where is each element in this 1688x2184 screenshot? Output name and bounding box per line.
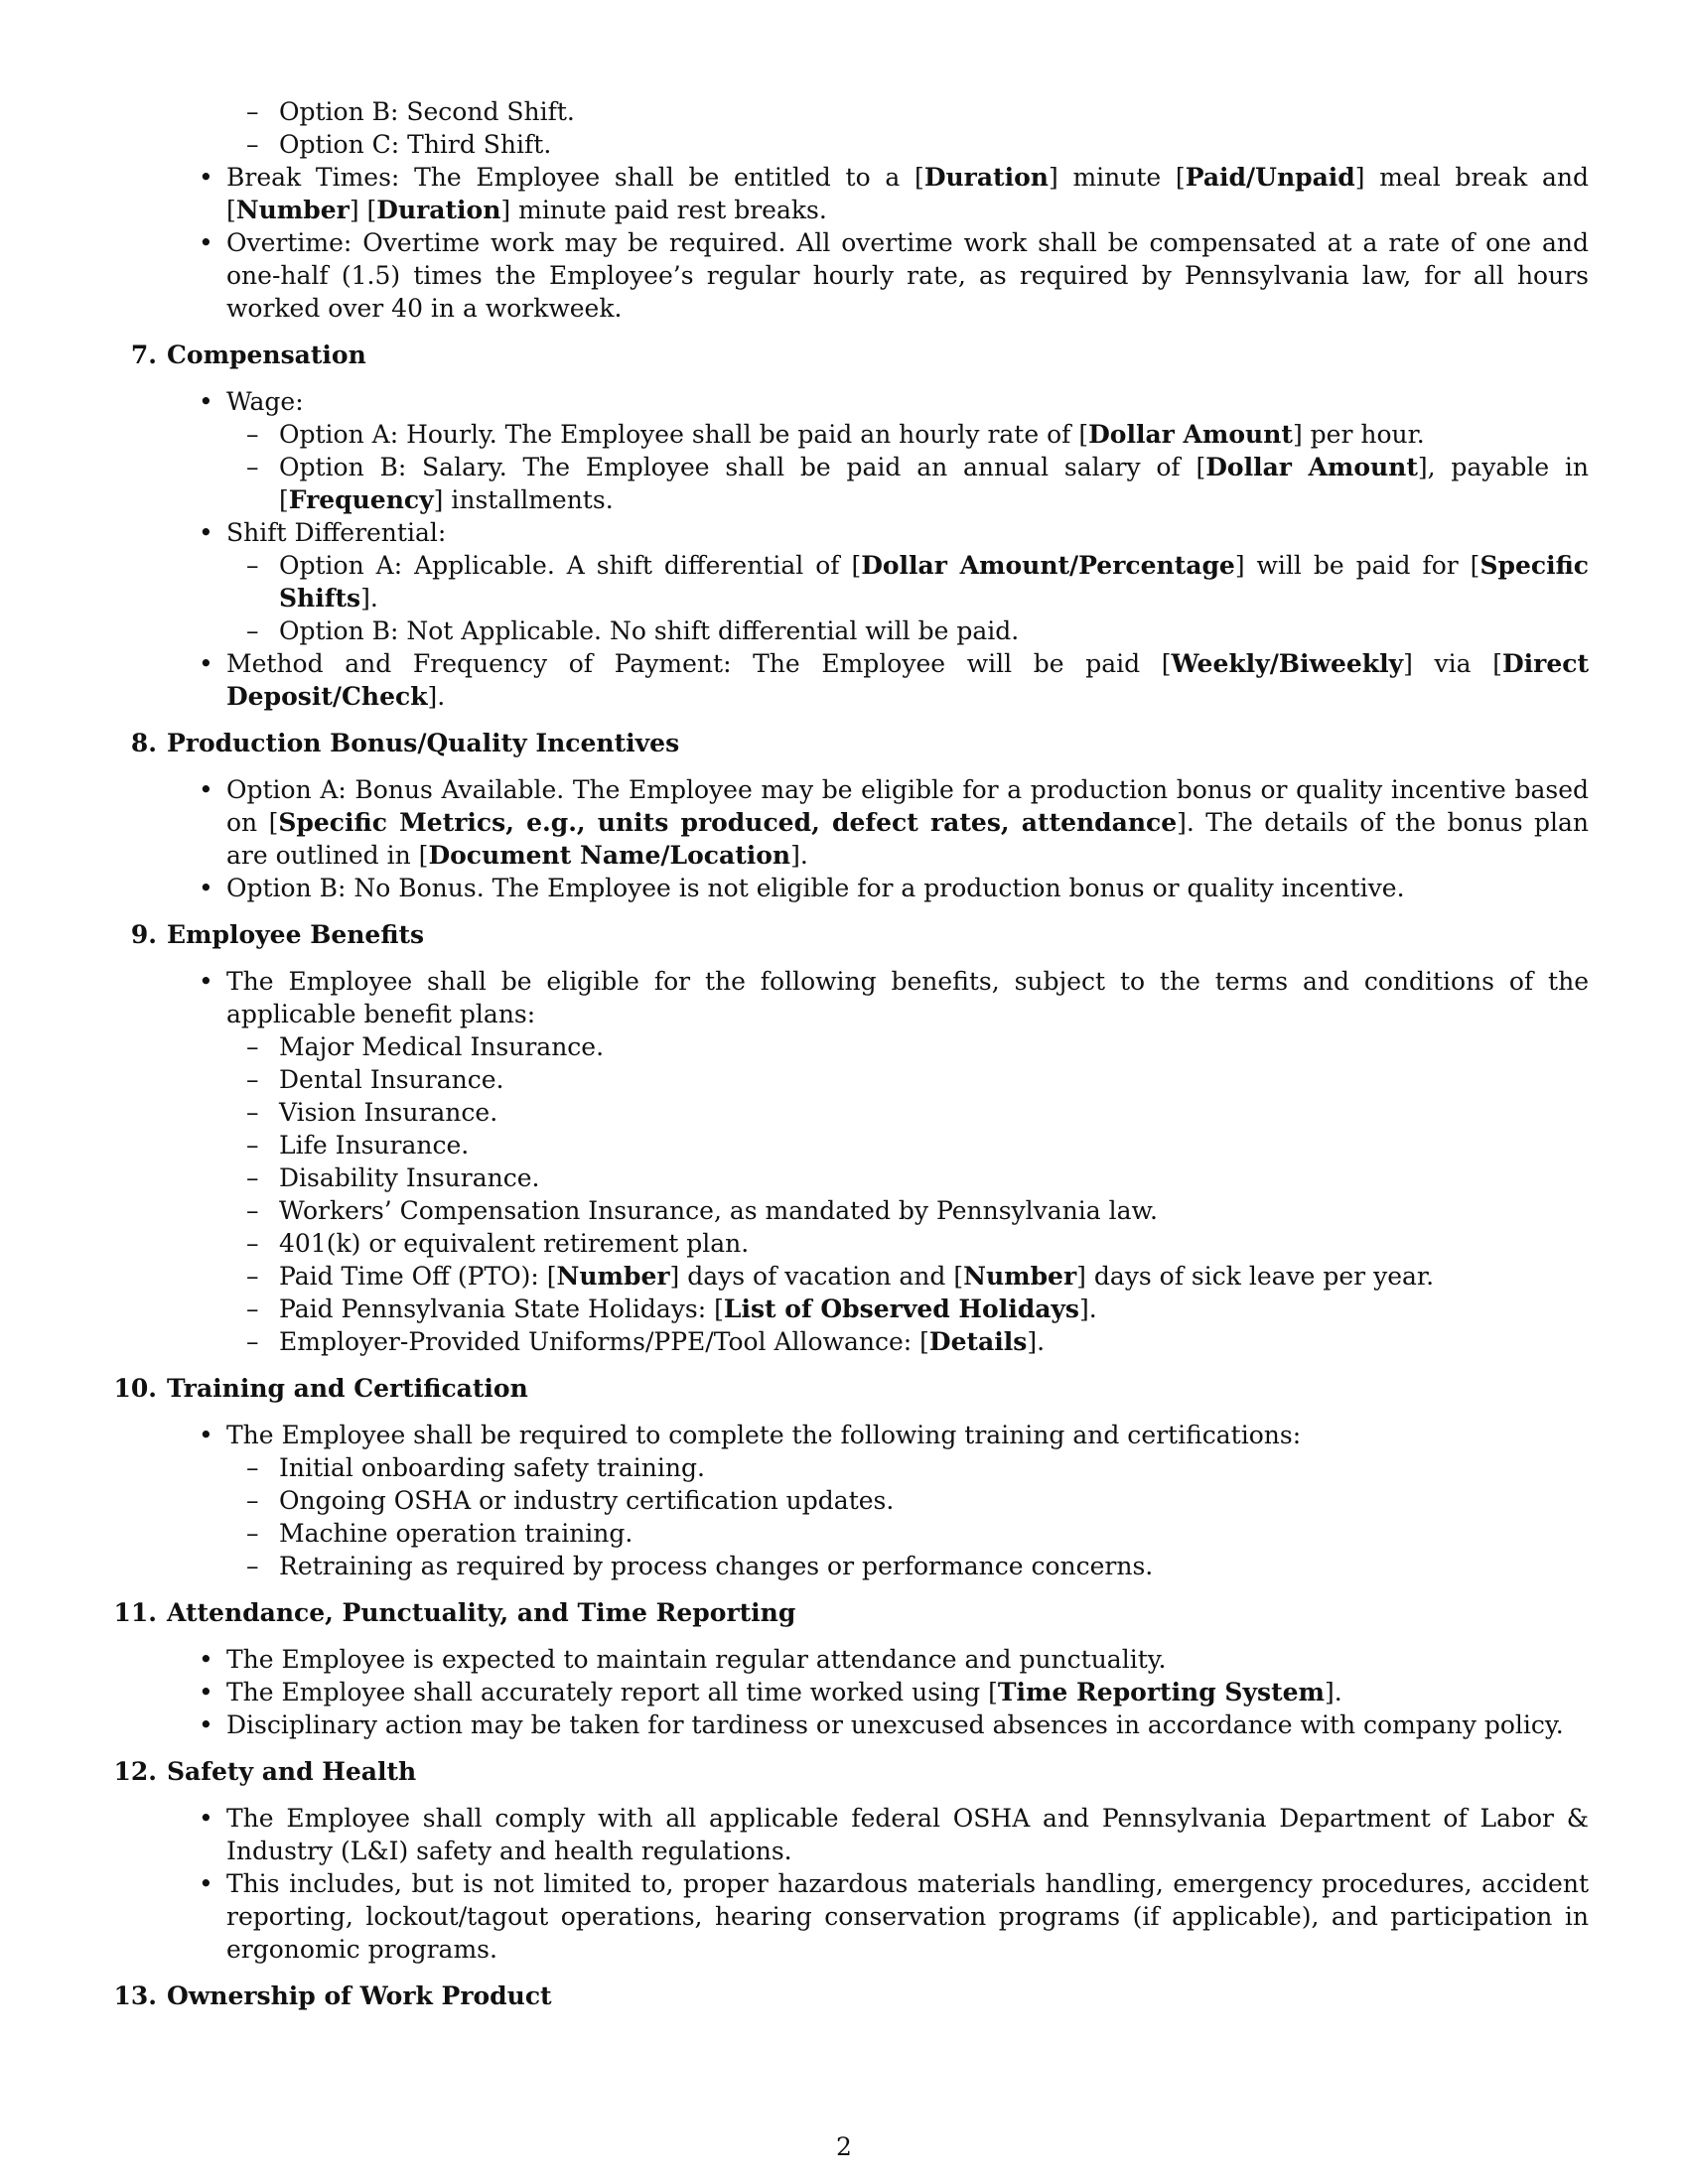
attendance-item — [0, 1643, 1688, 1676]
overtime-text: Overtime: Overtime work may be required. All overtime work shall be compensated at a rate of one and one-half (1.5) times the Employee’s regular hourly rate, as required by Pennsylvania law, for all hours worked over 40 in a workweek. — [226, 228, 1589, 323]
placeholder-field: Frequency — [288, 485, 434, 514]
benefit-item-holidays — [0, 1293, 1688, 1325]
placeholder-field: Paid/Unpaid — [1185, 163, 1355, 192]
benefits-intro-item — [0, 965, 1688, 1030]
section-number: 13. — [113, 1981, 157, 2010]
section-title: Compensation — [167, 341, 366, 369]
placeholder-field: Dollar Amount — [1205, 453, 1418, 481]
dash-marker: – — [246, 1519, 259, 1548]
text-run: ] per hour. — [1292, 420, 1425, 449]
benefit-text: Workers’ Compensation Insurance, as mandated by Pennsylvania law. — [279, 1196, 1158, 1225]
benefit-item — [0, 1129, 1688, 1161]
page-content — [0, 95, 1688, 2026]
placeholder-field: Details — [928, 1327, 1028, 1356]
benefit-text: Vision Insurance. — [279, 1098, 498, 1127]
bullet-marker: • — [199, 1804, 213, 1833]
benefit-text: Major Medical Insurance. — [279, 1032, 605, 1061]
benefit-text: Disability Insurance. — [279, 1163, 540, 1192]
text-run: ] via [ — [1403, 649, 1502, 678]
shift-option-b — [0, 95, 1688, 128]
section-heading-compensation — [0, 339, 1688, 371]
text-run: Method and Frequency of Payment: The Employee will be paid [ — [226, 649, 1172, 678]
dash-marker: – — [246, 1196, 259, 1225]
dash-marker: – — [246, 1032, 259, 1061]
placeholder-field: Specific Metrics, e.g., units produced, defect rates, attendance — [278, 808, 1178, 837]
section-number: 10. — [113, 1374, 157, 1403]
text-run: ]. — [790, 841, 808, 870]
wage-option-salary — [0, 451, 1688, 516]
shift-option-c-text: Option C: Third Shift. — [279, 130, 552, 159]
disciplinary-item — [0, 1708, 1688, 1741]
bullet-marker: • — [199, 649, 213, 678]
text-run: ]. — [360, 584, 378, 613]
placeholder-field: Duration — [923, 163, 1049, 192]
placeholder-field: Number — [235, 196, 350, 224]
bullet-marker: • — [199, 387, 213, 416]
benefit-item — [0, 1161, 1688, 1194]
bullet-marker: • — [199, 1678, 213, 1706]
training-item — [0, 1451, 1688, 1484]
bullet-marker: • — [199, 518, 213, 547]
benefit-item — [0, 1063, 1688, 1096]
text-run: The Employee shall accurately report all time worked using [ — [226, 1678, 998, 1706]
dash-marker: – — [246, 453, 259, 481]
bullet-marker: • — [199, 1645, 213, 1674]
text-run: ] days of vacation and [ — [669, 1262, 964, 1291]
text-run: ] [ — [349, 196, 377, 224]
text-run: ]. — [1079, 1295, 1097, 1323]
training-intro-text: The Employee shall be required to complete the following training and certifications: — [226, 1421, 1302, 1449]
training-item — [0, 1484, 1688, 1517]
text-run: ] meal break and [ — [226, 163, 1589, 224]
benefit-item-allowance — [0, 1325, 1688, 1358]
benefit-item-pto — [0, 1260, 1688, 1293]
wage-label: Wage: — [226, 387, 304, 416]
time-reporting-item — [0, 1676, 1688, 1708]
shift-differential-option-b — [0, 614, 1688, 647]
text-run: ]. — [427, 682, 446, 711]
benefit-item — [0, 1030, 1688, 1063]
training-text: Initial onboarding safety training. — [279, 1453, 705, 1482]
safety-compliance-item — [0, 1802, 1688, 1867]
bullet-marker: • — [199, 967, 213, 996]
dash-marker: – — [246, 1262, 259, 1291]
break-times-item — [0, 161, 1688, 226]
training-text: Ongoing OSHA or industry certification updates. — [279, 1486, 895, 1515]
dash-marker: – — [246, 420, 259, 449]
safety-details-text: This includes, but is not limited to, proper hazardous materials handling, emergency procedures, accident reporting, lockout/tagout operations, hearing conservation programs (if applicable), and participation in ergonomic programs. — [226, 1869, 1589, 1964]
benefit-text: Life Insurance. — [279, 1131, 470, 1160]
payment-method-item — [0, 647, 1688, 713]
section-heading-employee-benefits — [0, 918, 1688, 951]
wage-item — [0, 385, 1688, 418]
dash-marker: – — [246, 1163, 259, 1192]
bonus-option-b-text: Option B: No Bonus. The Employee is not eligible for a production bonus or quality incentive. — [226, 874, 1405, 902]
overtime-item — [0, 226, 1688, 325]
benefit-item — [0, 1194, 1688, 1227]
benefit-text: Dental Insurance. — [279, 1065, 504, 1094]
placeholder-field: Document Name/Location — [428, 841, 791, 870]
section-number: 9. — [130, 920, 157, 949]
dash-marker: – — [246, 1552, 259, 1580]
bullet-marker: • — [199, 874, 213, 902]
dash-marker: – — [246, 616, 259, 645]
section-title: Ownership of Work Product — [167, 1981, 552, 2010]
dash-marker: – — [246, 1295, 259, 1323]
dash-marker: – — [246, 1327, 259, 1356]
benefit-text: 401(k) or equivalent retirement plan. — [279, 1229, 750, 1258]
bonus-option-a — [0, 773, 1688, 872]
bullet-marker: • — [199, 1869, 213, 1898]
bonus-option-b — [0, 872, 1688, 904]
placeholder-field: Duration — [376, 196, 501, 224]
training-text: Machine operation training. — [279, 1519, 633, 1548]
section-title: Safety and Health — [167, 1757, 417, 1786]
benefit-item — [0, 1096, 1688, 1129]
wage-option-hourly — [0, 418, 1688, 451]
text-run: Option A: Hourly. The Employee shall be paid an hourly rate of [ — [279, 420, 1089, 449]
text-run: Option A: Bonus Available. The Employee may be eligible for a production bonus or quality incentive based on [ — [226, 775, 1589, 837]
placeholder-field: Number — [556, 1262, 670, 1291]
section-number: 8. — [130, 729, 157, 757]
dash-marker: – — [246, 1486, 259, 1515]
dash-marker: – — [246, 551, 259, 580]
text-run: Paid Time Off (PTO): [ — [279, 1262, 557, 1291]
section-title: Training and Certification — [167, 1374, 528, 1403]
text-run: Option B: Salary. The Employee shall be paid an annual salary of [ — [279, 453, 1206, 481]
text-run: ] minute [ — [1048, 163, 1186, 192]
text-run: ] installments. — [433, 485, 614, 514]
section-title: Attendance, Punctuality, and Time Reporting — [167, 1598, 796, 1627]
training-item — [0, 1517, 1688, 1550]
placeholder-field: Weekly/Biweekly — [1171, 649, 1404, 678]
training-item — [0, 1550, 1688, 1582]
bullet-marker: • — [199, 1710, 213, 1739]
placeholder-field: Specific Shifts — [279, 551, 1589, 613]
safety-compliance-text: The Employee shall comply with all applicable federal OSHA and Pennsylvania Department of Labor & Industry (L&I) safety and health regulations. — [226, 1804, 1589, 1865]
placeholder-field: Number — [963, 1262, 1077, 1291]
section-number: 11. — [113, 1598, 157, 1627]
shift-option-c — [0, 128, 1688, 161]
benefit-item — [0, 1227, 1688, 1260]
bullet-marker: • — [199, 163, 213, 192]
attendance-text: The Employee is expected to maintain regular attendance and punctuality. — [226, 1645, 1167, 1674]
section-number: 12. — [113, 1757, 157, 1786]
section-number: 7. — [130, 341, 157, 369]
dash-marker: – — [246, 1131, 259, 1160]
section-heading-attendance — [0, 1596, 1688, 1629]
bullet-marker: • — [199, 228, 213, 257]
shift-differential-item — [0, 516, 1688, 549]
shift-differential-label: Shift Differential: — [226, 518, 447, 547]
placeholder-field: Dollar Amount — [1088, 420, 1293, 449]
text-run: Option A: Applicable. A shift differential of [ — [279, 551, 862, 580]
text-run: Employer-Provided Uniforms/PPE/Tool Allowance: [ — [279, 1327, 929, 1356]
text-run: ] minute paid rest breaks. — [500, 196, 827, 224]
training-text: Retraining as required by process changes or performance concerns. — [279, 1552, 1154, 1580]
text-run: ] days of sick leave per year. — [1076, 1262, 1435, 1291]
text-run: Paid Pennsylvania State Holidays: [ — [279, 1295, 724, 1323]
section-title: Employee Benefits — [167, 920, 425, 949]
shift-differential-option-a — [0, 549, 1688, 614]
placeholder-field: Dollar Amount/Percentage — [861, 551, 1235, 580]
placeholder-field: Direct Deposit/Check — [226, 649, 1589, 711]
dash-marker: – — [246, 1098, 259, 1127]
text-run: ]. — [1027, 1327, 1046, 1356]
page-number: 2 — [836, 2132, 852, 2161]
text-run: Break Times: The Employee shall be entitled to a [ — [226, 163, 924, 192]
dash-marker: – — [246, 97, 259, 126]
training-intro-item — [0, 1419, 1688, 1451]
dash-marker: – — [246, 130, 259, 159]
text-run: ], payable in [ — [279, 453, 1589, 514]
bullet-marker: • — [199, 775, 213, 804]
text-run: ]. The details of the bonus plan are outlined in [ — [226, 808, 1589, 870]
dash-marker: – — [246, 1229, 259, 1258]
placeholder-field: List of Observed Holidays — [723, 1295, 1080, 1323]
benefits-intro-text: The Employee shall be eligible for the following benefits, subject to the terms and conditions of the applicable benefit plans: — [226, 967, 1589, 1028]
section-heading-training — [0, 1372, 1688, 1405]
dash-marker: – — [246, 1453, 259, 1482]
safety-details-item — [0, 1867, 1688, 1966]
section-title: Production Bonus/Quality Incentives — [167, 729, 680, 757]
section-heading-safety — [0, 1755, 1688, 1788]
bullet-marker: • — [199, 1421, 213, 1449]
text-run: ] will be paid for [ — [1234, 551, 1480, 580]
disciplinary-text: Disciplinary action may be taken for tardiness or unexcused absences in accordance with company policy. — [226, 1710, 1564, 1739]
dash-marker: – — [246, 1065, 259, 1094]
shift-differential-option-b-text: Option B: Not Applicable. No shift differential will be paid. — [279, 616, 1020, 645]
placeholder-field: Time Reporting System — [997, 1678, 1325, 1706]
section-heading-production-bonus — [0, 727, 1688, 759]
shift-option-b-text: Option B: Second Shift. — [279, 97, 575, 126]
text-run: ]. — [1324, 1678, 1342, 1706]
section-heading-ownership — [0, 1979, 1688, 2012]
